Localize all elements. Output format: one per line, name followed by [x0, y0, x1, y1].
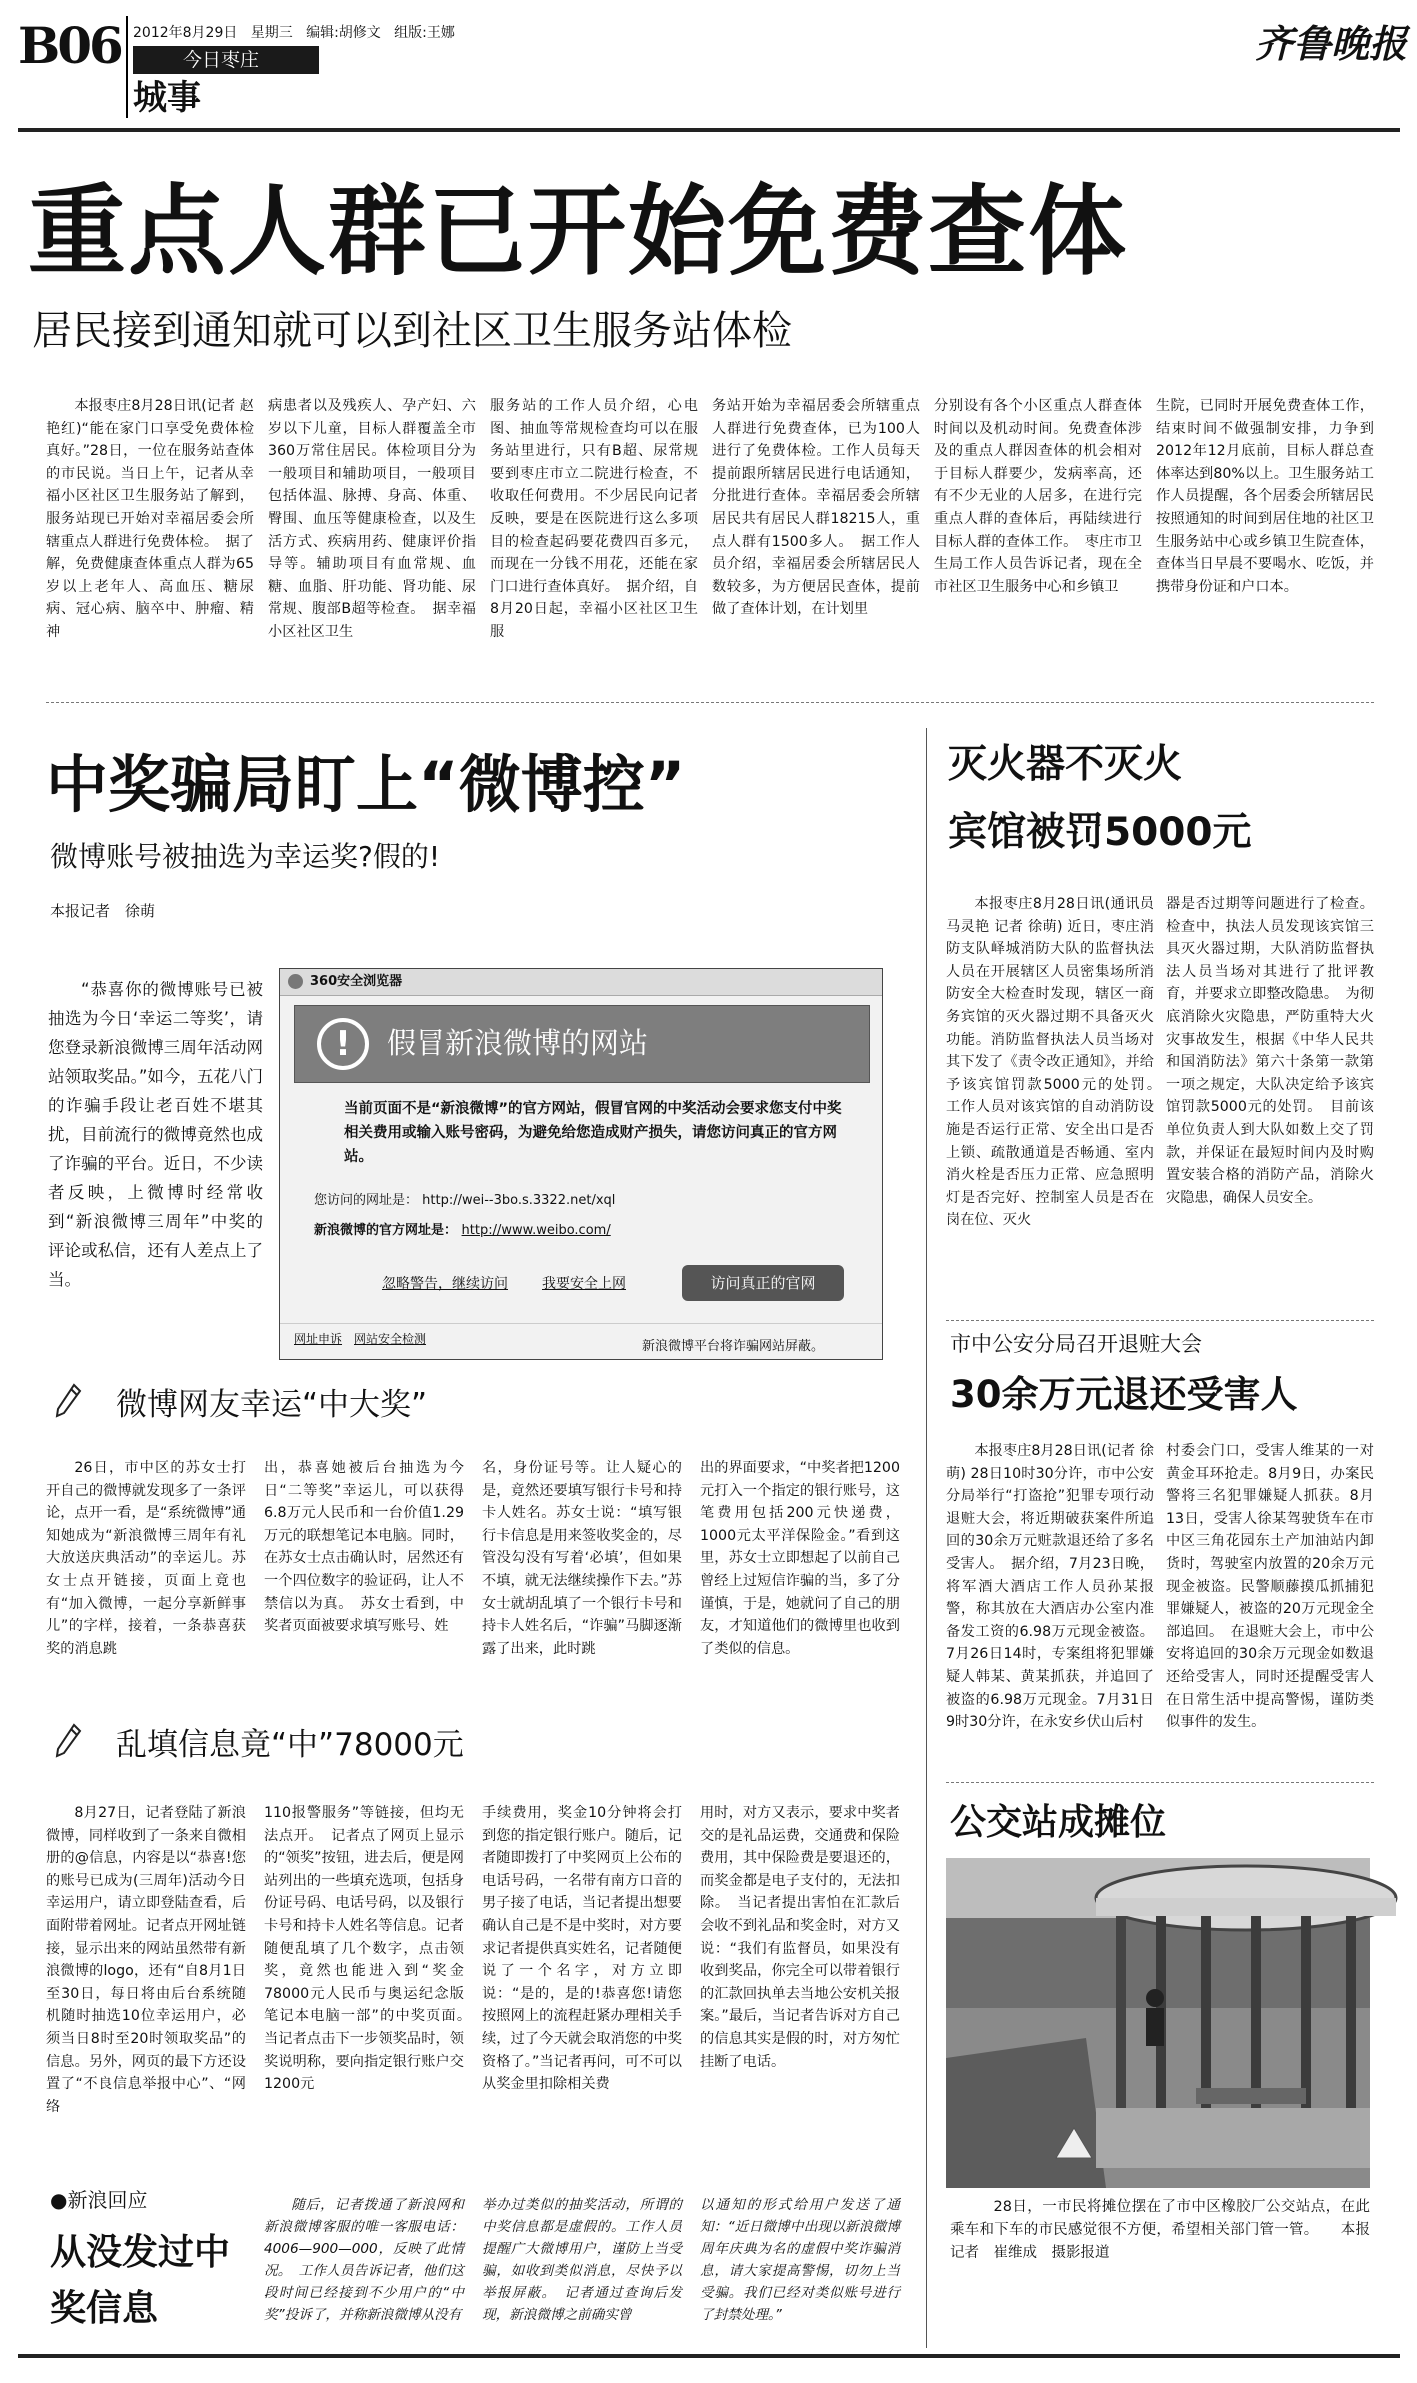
page-number: B06 [18, 16, 121, 75]
masthead-meta [133, 22, 455, 42]
site-check-link[interactable]: 网站安全检测 [354, 1332, 427, 1346]
sina-response-title: 从没发过中奖信息 [50, 2232, 231, 2329]
weibo-sec1-col-1: 26日，市中区的苏女士打开自己的微博就发现多了一条评论，点开一看，是“系统微博”通知她成为“新浪微博三周年有礼大放送庆典活动”的幸运儿。苏女士点开链接，页面上竟也有“加入微博，一起分享新鲜事儿”的字样，接着，一条恭喜获奖的消息跳 [46, 1460, 246, 1657]
safe-browsing-link[interactable]: 我要安全上网 [542, 1276, 626, 1292]
lead-column-5: 分别设有各个小区重点人群查体时间以及机动时间。免费查体涉及的重点人群因查体的机会相对于目标人群要少，发病率高，还有不少无业的人居多，在进行完重点人群的查体后，再陆续进行目标人群的查体工作。 枣庄市卫生局工作人员告诉记者，现在全市社区卫生服务中心和乡镇卫 [934, 398, 1142, 595]
ignore-warning-link[interactable]: 忽略警告，继续访问 [382, 1276, 508, 1292]
bus-stop-illustration [946, 1858, 1370, 2188]
pencil-icon [56, 1383, 82, 1417]
masthead-rule [18, 128, 1400, 132]
pencil-icon [56, 1723, 82, 1757]
weibo-sec2-col-4: 用时，对方又表示，要求中奖者交的是礼品运费，交通费和保险费用，其中保险费是要退还的，而奖金都是电子支付的，无法扣除。 当记者提出害怕在汇款后会收不到礼品和奖金时，对方又说：“我们有监督员，如果没有收到奖品，你完全可以带着银行的汇款回执单去当地公安机关报案。”最后，当记者告诉对方自己的信息其实是假的时，对方匆忙挂断了电话。 [700, 1805, 900, 2070]
section-tag: 今日枣庄 [133, 46, 319, 74]
fire-headline-line2: 宾馆被罚5000元 [948, 810, 1252, 855]
fire-headline-line1: 灭火器不灭火 [948, 742, 1183, 787]
visited-url-row [314, 1191, 615, 1211]
weibo-headline: 中奖骗局盯上“微博控” [46, 748, 686, 821]
police-divider [946, 1782, 1374, 1783]
official-url-label: 新浪微博的官方网址是： [314, 1223, 458, 1238]
page-bottom-rule [18, 2354, 1400, 2358]
fire-divider [946, 1320, 1374, 1321]
weibo-sec2-col-2: 110报警服务”等链接，但均无法点开。 记者点了网页上显示的“领奖”按钮，进去后，便是网站列出的一些填充选项，包括身份证号码、电话号码，以及银行卡号和持卡人姓名等信息。记者随便乱填了几个数字，点击领奖，竟然也能进入到“奖金78000元人民币与奥运纪念版笔记本电脑一部”的中奖页面。 当记者点击下一步领奖品时，领奖说明称，要向指定银行账户交1200元 [264, 1805, 479, 2093]
section-title-fake-prize: 乱填信息竟“中”78000元 [116, 1727, 464, 1763]
bullet-icon: ● [50, 2188, 68, 2212]
official-url-row [314, 1221, 611, 1241]
sina-col-2: 举办过类似的抽奖活动，所谓的中奖信息都是虚假的。工作人员提醒广大微博用户，谨防上当受骗，如收到类似消息，尽快予以举报屏蔽。 记者通过查询后发现，新浪微博之前确实曾 [482, 2197, 682, 2323]
bus-headline: 公交站成摊位 [950, 1802, 1167, 1843]
weibo-sec2-col-3: 手续费用，奖金10分钟将会打到您的指定银行账户。随后，记者随即拨打了中奖网页上公布的电话号码，一名带有南方口音的男子接了电话，当记者提出想要确认自己是不是中奖时，对方要求记者提供真实姓名，记者随便说了一个名字，对方立即说：“是的，是的!恭喜您!请您按照网上的流程赶紧办理相关手续，过了今天就会取消您的中奖资格了。”当记者再问，可不可以从奖金里扣除相关费 [482, 1805, 682, 2093]
sina-col-3: 以通知的形式给用户发送了通知：“近日微博中出现以新浪微博周年庆典为名的虚假中奖诈骗消息，请大家提高警惕，切勿上当受骗。我们已经对类似账号进行了封禁处理。” [700, 2197, 900, 2323]
layout-editor: 组版:王娜 [394, 25, 455, 41]
browser-logo-icon [288, 974, 303, 989]
screenshot-caption: 新浪微博平台将诈骗网站屏蔽。 [642, 1339, 825, 1354]
weibo-sec1-col-2: 出，恭喜她被后台抽选为今日“二等奖”幸运儿，可以获得6.8万元人民币和一台价值1.29万元的联想笔记本电脑。同时，在苏女士点击确认时，居然还有一个四位数字的验证码，让人不禁信以为真。 苏女士看到，中奖者页面被要求填写账号、姓 [264, 1460, 464, 1635]
weibo-intro: “恭喜你的微博账号已被抽选为今日‘幸运二等奖’，请您登录新浪微博三周年活动网站领取奖品。”如今，五花八门的诈骗手段让老百姓不堪其扰，目前流行的微博竟然也成了诈骗的平台。近日，不少读者反映，上微博时经常收到“新浪微博三周年”中奖的评论或私信，还有人差点上了当。 [48, 980, 263, 1289]
warning-banner [294, 1005, 870, 1083]
lead-divider [46, 702, 1374, 703]
police-col-2: 村委会门口，受害人维某的一对黄金耳环抢走。8月9日，办案民警将三名犯罪嫌疑人抓获。8月13日，受害人徐某驾驶货车在市中区三角花园东土产加油站内卸货时，驾驶室内放置的20余万元现金被盗。民警顺藤摸瓜抓捕犯罪嫌疑人，被盗的20万元现金全部追回。 在退赃大会上，市中公安将追回的30余万元现金如数退还给受害人，同时还提醒受害人在日常生活中提高警惕，谨防类似事件的发生。 [1166, 1443, 1374, 1731]
warning-text: 当前页面不是“新浪微博”的官方网站，假冒官网的中奖活动会要求您支付中奖相关费用或输入账号密码，为避免给您造成财产损失，请您访问真正的官方网站。 [344, 1101, 842, 1165]
official-url-link[interactable]: http://www.weibo.com/ [461, 1223, 611, 1238]
sina-col-1: 随后，记者拨通了新浪网和新浪微博客服的唯一客服电话：4006—900—000，反映了此情况。 工作人员告诉记者，他们这段时间已经接到不少用户的“中奖”投诉了，并称新浪微博从没有 [264, 2197, 464, 2323]
lead-column-3: 服务站的工作人员介绍，心电图、抽血等常规检查均可以在服务站里进行，只有B超、尿常规要到枣庄市立二院进行检查，不收取任何费用。不少居民向记者反映，要是在医院进行这么多项目的检查起码要花费四百多元，而现在一分钱不用花，还能在家门口进行查体真好。 据介绍，自8月20日起，幸福小区社区卫生服 [490, 398, 698, 640]
fire-col-1: 本报枣庄8月28日讯(通讯员 马灵艳 记者 徐萌) 近日，枣庄消防支队峄城消防大队的监督执法人员在开展辖区人员密集场所消防安全大检查时发现，辖区一商务宾馆的灭火器过期不具备灭火功能。消防监督执法人员当场对其下发了《责令改正通知》，并给予该宾馆罚款5000元的处罚。 工作人员对该宾馆的自动消防设施是否运行正常、安全出口是否上锁、疏散通道是否畅通、室内消火栓是否压力正常、应急照明灯是否完好、控制室人员是否在岗在位、灭火 [946, 896, 1169, 1229]
visit-official-button[interactable]: 访问真正的官网 [682, 1265, 844, 1301]
sina-response-label: ●新浪回应 [50, 2188, 148, 2212]
browser-footer [280, 1323, 882, 1360]
weibo-sec1-col-3: 名，身份证号等。让人疑心的是，竟然还要填写银行卡号和持卡人姓名。苏女士说：“填写银行卡信息是用来签收奖金的，尽管没勾没有写着‘必填’，但如果不填，就无法继续操作下去。”苏女士就胡乱填了一个银行卡号和持卡人姓名后，“诈骗”马脚逐渐露了出来，此时跳 [482, 1460, 682, 1657]
police-headline: 30余万元退还受害人 [950, 1373, 1298, 1416]
police-col-1: 本报枣庄8月28日讯(记者 徐萌) 28日10时30分许，市中公安分局举行“打盗抢”犯罪专项行动退赃大会，将近期破获案件所追回的30余万元赃款退还给了多名受害人。 据介绍，7月23日晚，将军酒大酒店工作人员孙某报警，称其放在大酒店办公室内准备发工资的6.98万元现金被盗。7月26日14时，专案组将犯罪嫌疑人韩某、黄某抓获，并追回了被盗的6.98万元现金。7月31日9时30分许，在永安乡伏山后村 [946, 1443, 1154, 1731]
browser-title: 360安全浏览器 [310, 974, 403, 989]
browser-titlebar [280, 969, 882, 996]
appeal-link[interactable]: 网址申诉 [294, 1332, 343, 1346]
fire-col-2: 器是否过期等问题进行了检查。检查中，执法人员发现该宾馆三具灭火器过期，大队消防监督执法人员当场对其进行了批评教育，并要求立即整改隐患。 为彻底消除火灾隐患，严防重特大火灾事故发生，根据《中华人民共和国消防法》第六十条第一款第一项之规定，大队决定给予该宾馆罚款5000元的处罚。 目前该单位负责人到大队如数上交了罚款，并保证在最短时间内及时购置安装合格的消防产品，消除火灾隐患，确保人员安全。 [1166, 896, 1374, 1206]
lead-subheadline: 居民接到通知就可以到社区卫生服务站体检 [32, 308, 792, 354]
browser-screenshot [279, 968, 883, 1360]
lead-column-4: 务站开始为幸福居委会所辖重点人群进行免费查体，已为100人进行了免费体检。工作人员每天提前跟所辖居民进行电话通知，分批进行查体。幸福居委会所辖居民共有居民人群18215人，重点人群有1500多人。 据工作人员介绍，幸福居委会所辖居民人数较多，为方便居民查体，提前做了查体计划，在计划里 [712, 398, 920, 618]
lead-headline: 重点人群已开始免费查体 [28, 175, 1129, 289]
weibo-sec1-col-4: 出的界面要求，“中奖者把1200元打入一个指定的银行账号，这笔费用包括200元快递费，1000元太平洋保险金。”看到这里，苏女士立即想起了以前自己曾经上过短信诈骗的当，多了分谨慎，于是，她就问了自己的朋友，才知道他们的微博里也收到了类似的信息。 [700, 1460, 900, 1657]
visited-url: http://wei--3bo.s.3322.net/xql [422, 1193, 616, 1208]
lead-column-1: 本报枣庄8月28日讯(记者 赵艳红)“能在家门口享受免费体检真好。”28日，一位在服务站查体的市民说。当日上午，记者从幸福小区社区卫生服务站了解到，服务站现已开始对幸福居委会所辖重点人群进行免费体检。 据了解，免费健康查体重点人群为65岁以上老年人、高血压、糖尿病、冠心病、脑卒中、肿瘤、精神 [46, 398, 254, 640]
column-divider [926, 728, 927, 2348]
lead-column-2: 病患者以及残疾人、孕产妇、六岁以下儿童，目标人群覆盖全市360万常住居民。体检项目分为一般项目和辅助项目，一般项目包括体温、脉搏、身高、体重、臀围、血压等健康检查，以及生活方式、疾病用药、健康评价指导等。辅助项目有血常规、血糖、血脂、肝功能、肾功能、尿常规、腹部B超等检查。 据幸福小区社区卫生 [268, 398, 476, 640]
paper-logo: 齐鲁晚报 [1255, 21, 1408, 66]
section-title-lucky: 微博网友幸运“中大奖” [116, 1387, 428, 1423]
masthead-divider [126, 16, 128, 118]
bus-photo-caption: 28日，一市民将摊位摆在了市中区橡胶厂公交站点，在此乘车和下车的市民感觉很不方便，希望相关部门管一管。 本报记者 崔维成 摄影报道 [950, 2199, 1370, 2261]
issue-weekday: 星期三 [250, 25, 293, 41]
issue-date: 2012年8月29日 [133, 25, 238, 41]
weibo-sec2-col-1: 8月27日，记者登陆了新浪微博，同样收到了一条来自微相册的@信息，内容是以“恭喜!您的账号已成为(三周年)活动今日幸运用户，请立即登陆查看，后面附带着网址。记者点开网址链接，显示出来的网站虽然带有新浪微博的logo，还有“自8月1日至30日，每日将由后台系统随机随时抽选10位幸运用户，必须当日8时至20时领取奖品”的信息。另外，网页的最下方还设置了“不良信息举报中心”、“网络 [46, 1805, 246, 2115]
bus-stop-photo [946, 1858, 1370, 2188]
warning-title: 假冒新浪微博的网站 [387, 1026, 649, 1060]
section-title: 城事 [133, 78, 201, 118]
lead-column-6: 生院，已同时开展免费查体工作，结束时间不做强制安排，力争到2012年12月底前，目标人群总查体率达到80%以上。卫生服务站工作人员提醒，各个居委会所辖居民按照通知的时间到居住地的社区卫生服务站中心或乡镇卫生院查体，查体当日早晨不要喝水、吃饭，并携带身份证和户口本。 [1156, 398, 1374, 595]
visited-url-label: 您访问的网址是： [314, 1193, 419, 1208]
warning-icon: ! [317, 1018, 369, 1070]
editor: 编辑:胡修文 [306, 25, 381, 41]
weibo-subheadline: 微博账号被抽选为幸运奖?假的! [50, 840, 441, 873]
weibo-byline: 本报记者 徐萌 [50, 902, 156, 920]
police-kicker: 市中公安分局召开退赃大会 [950, 1332, 1202, 1356]
